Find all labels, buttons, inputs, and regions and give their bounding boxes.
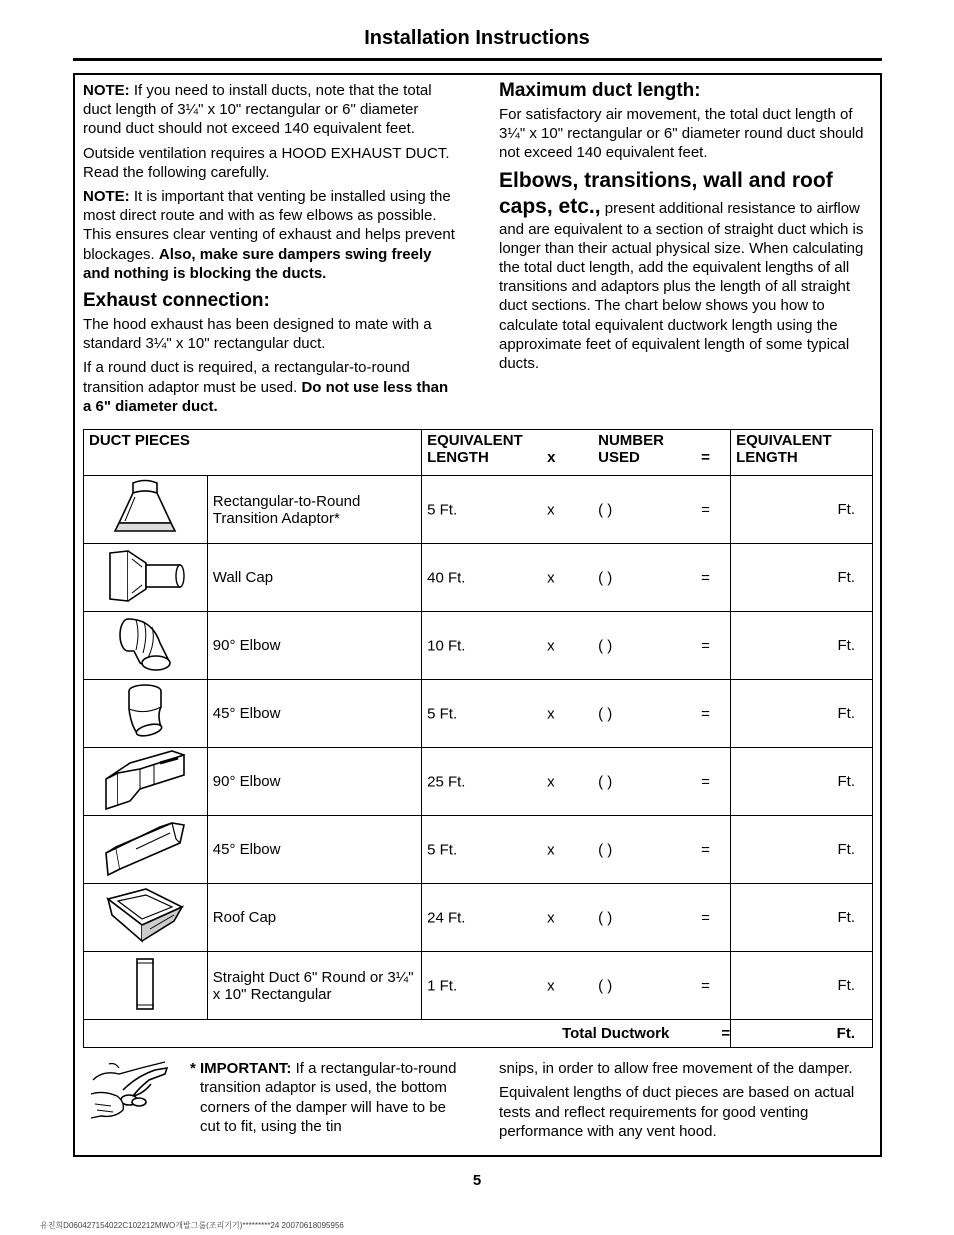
equivalent-length: 5 Ft. <box>427 705 458 722</box>
times-sign: x <box>547 841 555 858</box>
important-note: * IMPORTANT: If a rectangular-to-round transition adaptor is used, the bottom corners of the damper will have to be cut to fit, using the tin <box>190 1060 457 1136</box>
times-sign: x <box>547 909 555 926</box>
header-duct-pieces: DUCT PIECES <box>84 430 422 476</box>
equivalent-length: 25 Ft. <box>427 773 466 790</box>
times-sign: x <box>547 773 555 790</box>
equals-sign: = <box>701 909 710 926</box>
times-sign: x <box>547 501 555 518</box>
table-row <box>84 816 873 884</box>
result-length-field[interactable]: Ft. <box>731 952 873 1020</box>
result-length-field[interactable]: Ft. <box>731 884 873 952</box>
times-sign: x <box>547 637 555 654</box>
duct-piece-name: Rectangular-to-Round Transition Adaptor* <box>207 476 421 544</box>
result-length-field[interactable]: Ft. <box>731 612 873 680</box>
note-venting: NOTE: It is important that venting be installed using the most direct route and with as few elbows as possible. This ensures clear venting of exhaust and helps prevent blockages. Also, make sure dampers swing freely and nothing is blocking the ducts. <box>83 188 455 282</box>
header-number-used: NUMBER USED <box>598 432 664 466</box>
equals-sign: = <box>701 569 710 586</box>
header-equals: = <box>701 449 710 466</box>
result-length-field[interactable]: Ft. <box>731 544 873 612</box>
title-rule <box>73 58 882 61</box>
header-calculation <box>422 430 731 476</box>
rect-45-elbow-icon <box>84 816 208 884</box>
number-used-field[interactable]: ( ) <box>598 501 613 518</box>
content-frame <box>73 73 882 1157</box>
equivalent-length: 5 Ft. <box>427 841 458 858</box>
equals-sign: = <box>701 773 710 790</box>
table-row <box>84 680 873 748</box>
equivalent-length: 1 Ft. <box>427 977 458 994</box>
exhaust-text-1: The hood exhaust has been designed to mate with a standard 3¼" x 10" rectangular duct. <box>83 316 432 353</box>
header-equivalent-length: EQUIVALENT LENGTH <box>427 432 523 466</box>
transition-adaptor-icon <box>84 476 208 544</box>
duct-piece-name: 45° Elbow <box>207 680 421 748</box>
straight-duct-icon <box>84 952 208 1020</box>
result-length-field[interactable]: Ft. <box>731 680 873 748</box>
total-result-field[interactable]: Ft. <box>731 1020 873 1048</box>
number-used-field[interactable]: ( ) <box>598 773 613 790</box>
max-duct-length-text: For satisfactory air movement, the total duct length of 3¼" x 10" rectangular or 6" diameter round duct should not exceed 140 equivalent feet. <box>499 106 864 162</box>
header-times: x <box>547 449 556 466</box>
wall-cap-icon <box>84 544 208 612</box>
times-sign: x <box>547 977 555 994</box>
duct-piece-name: 90° Elbow <box>207 612 421 680</box>
important-note-continued: snips, in order to allow free movement of the damper. <box>499 1060 853 1077</box>
elbows-heading: Elbows, transitions, wall and roof caps, etc., <box>499 168 833 218</box>
result-length-field[interactable]: Ft. <box>731 816 873 884</box>
footer-code: 유진희D060427154022C102212MWO개발그룹(조리기기)*********24 20070618095956 <box>40 1221 344 1230</box>
exhaust-connection-heading: Exhaust connection: <box>83 290 270 312</box>
bottom-right-text <box>499 1059 875 1147</box>
result-length-field[interactable]: Ft. <box>731 476 873 544</box>
roof-cap-icon <box>84 884 208 952</box>
equals-sign: = <box>701 977 710 994</box>
table-row <box>84 748 873 816</box>
max-duct-length-heading: Maximum duct length: <box>499 80 701 101</box>
number-used-field[interactable]: ( ) <box>598 637 613 654</box>
result-length-field[interactable]: Ft. <box>731 748 873 816</box>
times-sign: x <box>547 705 555 722</box>
equals-sign: = <box>701 705 710 722</box>
header-result-length: EQUIVALENT LENGTH <box>731 430 873 476</box>
outside-ventilation-text: Outside ventilation requires a HOOD EXHAUST DUCT. Read the following carefully. <box>83 144 450 181</box>
equivalent-length: 40 Ft. <box>427 569 466 586</box>
number-used-field[interactable]: ( ) <box>598 909 613 926</box>
table-row <box>84 612 873 680</box>
total-row <box>84 1020 873 1048</box>
times-sign: x <box>547 569 555 586</box>
table-row <box>84 476 873 544</box>
duct-piece-name: Roof Cap <box>207 884 421 952</box>
right-column <box>499 79 875 378</box>
number-used-field[interactable]: ( ) <box>598 841 613 858</box>
duct-pieces-table <box>83 429 873 1048</box>
equals-sign: = <box>701 501 710 518</box>
equivalent-length: 24 Ft. <box>427 909 466 926</box>
number-used-field[interactable]: ( ) <box>598 977 613 994</box>
equals-sign: = <box>701 637 710 654</box>
elbows-paragraph: Elbows, transitions, wall and roof caps, etc., present additional resistance to airflow and are equivalent to a section of straight duct which is longer than their actual physical size. When calculating the total duct length, add the equivalent lengths of all transitions and adaptors plus the length of all straight duct sections. The chart below shows you how to calculate total equivalent ductwork length using the approximate feet of equivalent length of some typical ducts. <box>499 168 864 373</box>
table-header-row <box>84 430 873 476</box>
page-title: Installation Instructions <box>364 27 590 49</box>
left-column <box>83 81 455 421</box>
number-used-field[interactable]: ( ) <box>598 705 613 722</box>
number-used-field[interactable]: ( ) <box>598 569 613 586</box>
equals-sign: = <box>701 841 710 858</box>
tin-snips-icon <box>89 1060 173 1129</box>
rect-90-elbow-icon <box>84 748 208 816</box>
duct-piece-name: 90° Elbow <box>207 748 421 816</box>
equivalent-length: 10 Ft. <box>427 637 466 654</box>
total-ductwork-label: Total Ductwork = <box>84 1020 731 1048</box>
duct-piece-name: Wall Cap <box>207 544 421 612</box>
table-row <box>84 952 873 1020</box>
equivalent-lengths-note: Equivalent lengths of duct pieces are based on actual tests and reflect requirements for good venting performance with any vent hood. <box>499 1084 855 1141</box>
table-row <box>84 884 873 952</box>
table-row <box>84 544 873 612</box>
duct-piece-name: 45° Elbow <box>207 816 421 884</box>
duct-piece-name: Straight Duct 6" Round or 3¼" x 10" Rectangular <box>207 952 421 1020</box>
equivalent-length: 5 Ft. <box>427 501 458 518</box>
round-45-elbow-icon <box>84 680 208 748</box>
note-duct-length: NOTE: If you need to install ducts, note that the total duct length of 3¼" x 10" rectangular or 6" diameter round duct should not exceed 140 equivalent feet. <box>83 82 432 138</box>
round-90-elbow-icon <box>84 612 208 680</box>
exhaust-text-2: If a round duct is required, a rectangular-to-round transition adaptor must be used. Do not use less than a 6" diameter duct. <box>83 359 449 415</box>
page-number: 5 <box>472 1172 482 1189</box>
